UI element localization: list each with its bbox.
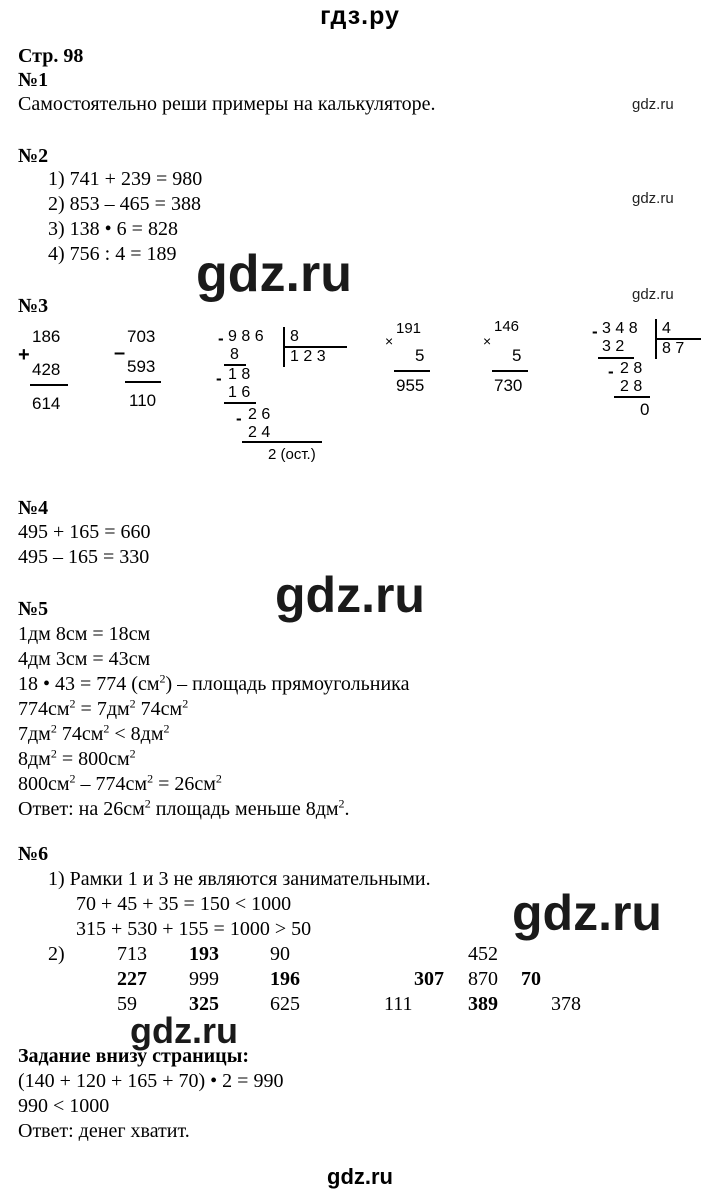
minus-sign: - — [216, 369, 222, 388]
times-sign: × — [385, 333, 394, 349]
number-cell: 325 — [189, 993, 219, 1015]
task5-line: 18 • 43 = 774 $(см^2)$ – площадь прямоугольника — [18, 671, 410, 695]
number-cell: 713 — [117, 943, 147, 965]
multiplier: 5 — [415, 346, 425, 365]
page-label: Стр. 98 — [18, 45, 84, 67]
footer-site: gdz.ru — [327, 1164, 393, 1189]
task2-line: 3) 138 • 6 = 828 — [48, 218, 178, 240]
multiplicand: 191 — [396, 320, 422, 337]
watermark-small: gdz.ru — [632, 190, 674, 207]
task6-part1: 1) Рамки 1 и 3 не являются занимательными. — [48, 868, 431, 890]
divisor: 8 — [290, 328, 299, 345]
task5-answer: Ответ: на $26см^2$ площадь меньше $8дм^2$. — [18, 796, 350, 820]
times-sign: × — [483, 333, 492, 349]
number-cell: 378 — [551, 993, 581, 1015]
addend-1: 186 — [32, 327, 61, 346]
bottom-task-line: (140 + 120 + 165 + 70) • 2 = 990 — [18, 1070, 284, 1092]
minus-sign: - — [236, 409, 242, 428]
number-cell: 227 — [117, 968, 147, 990]
difference: 110 — [129, 391, 157, 410]
final-remainder: 2 (ост.) — [268, 446, 316, 463]
remainder-2: 2 6 — [248, 406, 271, 423]
sum: 614 — [32, 394, 61, 413]
watermark-big: gdz.ru — [130, 1010, 238, 1051]
task1-number: №1 — [18, 69, 49, 91]
task5-line: $800см^2 - 774см^2 = 26см^2$ — [18, 771, 222, 795]
product: 955 — [396, 376, 425, 395]
divisor: 4 — [662, 320, 671, 337]
task6-calc: 70 + 45 + 35 = 150 < 1000 — [76, 893, 292, 915]
task5-number: №5 — [18, 598, 49, 620]
quotient: 1 2 3 — [290, 348, 326, 365]
number-cell: 999 — [189, 968, 219, 990]
addend-2: 428 — [32, 360, 61, 379]
number-cell: 59 — [117, 993, 137, 1015]
subtrahend: 593 — [127, 357, 156, 376]
number-cell: 625 — [270, 993, 300, 1015]
final-remainder: 0 — [640, 400, 650, 419]
watermark-big: gdz.ru — [275, 567, 425, 623]
task2-line: 4) 756 : 4 = 189 — [48, 243, 177, 265]
subtract-1: 3 2 — [602, 338, 625, 355]
task2-line: 1) 741 + 239 = 980 — [48, 168, 203, 190]
number-cell: 70 — [521, 968, 541, 990]
remainder-1: 1 8 — [228, 366, 251, 383]
plus-sign: + — [18, 344, 30, 366]
quotient: 8 7 — [662, 340, 685, 357]
task6-part2: 2) — [48, 943, 65, 965]
product: 730 — [494, 376, 523, 395]
dividend: 9 8 6 — [228, 328, 264, 345]
subtract-2: 1 6 — [228, 384, 251, 401]
subtract-2: 2 8 — [620, 378, 643, 395]
watermark-big: gdz.ru — [196, 245, 352, 303]
bottom-task-answer: Ответ: денег хватит. — [18, 1120, 190, 1142]
subtract-3: 2 4 — [248, 424, 271, 441]
task3-number: №3 — [18, 295, 49, 317]
bottom-task-title: Задание внизу страницы: — [18, 1045, 249, 1067]
number-cell: 870 — [468, 968, 498, 990]
watermark-small: gdz.ru — [632, 286, 674, 303]
dividend: 3 4 8 — [602, 320, 638, 337]
task5-line: 1дм 8см = 18см — [18, 623, 151, 645]
minus-sign: - — [608, 362, 614, 381]
task5-line: 4дм 3см = 43см — [18, 648, 151, 670]
task5-line: $7дм^2$ $74см^2 < 8дм^2$ — [18, 721, 170, 745]
number-cell: 452 — [468, 943, 498, 965]
header-site: гдз.ру — [320, 2, 400, 30]
number-cell: 90 — [270, 943, 290, 965]
number-cell: 389 — [468, 993, 498, 1015]
task4-number: №4 — [18, 497, 49, 519]
subtract-1: 8 — [230, 346, 239, 363]
task1-text: Самостоятельно реши примеры на калькуляторе. — [18, 93, 436, 115]
number-cell: 196 — [270, 968, 300, 990]
minus-sign: - — [592, 322, 598, 341]
task5-line: $8дм^2 = 800см^2$ — [18, 746, 136, 770]
task4-line: 495 – 165 = 330 — [18, 546, 150, 568]
remainder-1: 2 8 — [620, 360, 643, 377]
watermark-small: gdz.ru — [632, 96, 674, 113]
number-cell: 111 — [384, 993, 413, 1015]
number-cell: 307 — [414, 968, 444, 990]
multiplicand: 146 — [494, 318, 520, 335]
bottom-task-line: 990 < 1000 — [18, 1095, 110, 1117]
multiplier: 5 — [512, 346, 522, 365]
task6-number: №6 — [18, 843, 49, 865]
minus-sign: – — [114, 342, 126, 364]
minuend: 703 — [127, 327, 156, 346]
minus-sign: - — [218, 329, 224, 348]
number-cell: 193 — [189, 943, 219, 965]
task2-number: №2 — [18, 145, 49, 167]
task6-calc: 315 + 530 + 155 = 1000 > 50 — [76, 918, 312, 940]
watermark-big: gdz.ru — [512, 885, 662, 941]
task4-line: 495 + 165 = 660 — [18, 521, 151, 543]
task5-line: $774см^2 = 7дм^2$ $74см^2$ — [18, 696, 189, 720]
task2-line: 2) 853 – 465 = 388 — [48, 193, 201, 215]
